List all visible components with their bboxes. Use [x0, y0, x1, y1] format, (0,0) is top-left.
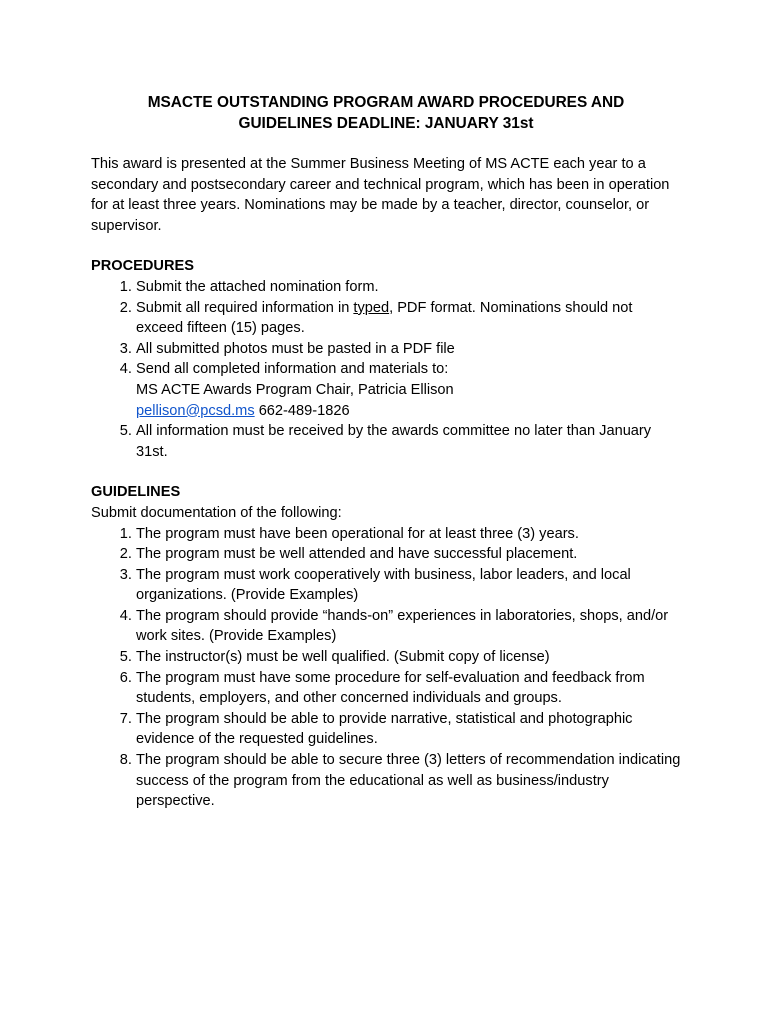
guideline-item-3: 3. The program must work cooperatively with business, labor leaders, and local organizations. (Provide Examples)	[136, 565, 681, 606]
document-title	[91, 92, 681, 134]
guideline-item-6: 6. The program must have some procedure for self-evaluation and feedback from students, employers, and other concerned individuals and groups.	[136, 668, 681, 709]
guideline-item-5: 5. The instructor(s) must be well qualified. (Submit copy of license)	[136, 647, 681, 668]
guidelines-subheading: Submit documentation of the following:	[91, 504, 342, 521]
guideline-item-4: 4. The program should provide “hands-on” experiences in laboratories, shops, and/or work sites. (Provide Examples)	[136, 606, 681, 647]
title-line-2: GUIDELINES DEADLINE: JANUARY 31st	[238, 115, 534, 132]
procedure-item-4-line-1: Send all completed information and materials to:	[136, 361, 449, 378]
chair-phone: 662-489-1826	[254, 402, 350, 419]
procedures-heading: PROCEDURES	[91, 258, 194, 275]
document-page	[91, 92, 681, 832]
guidelines-list	[91, 524, 681, 812]
guideline-item-8: 8. The program should be able to secure three (3) letters of recommendation indicating success of the program from the educational as well as business/industry perspective.	[136, 750, 681, 812]
chair-email-link[interactable]: pellison@pcsd.ms	[136, 402, 255, 419]
procedure-item-3: 3. All submitted photos must be pasted in a PDF file	[136, 339, 681, 360]
awards-chair-contact: MS ACTE Awards Program Chair, Patricia Ellison	[136, 381, 454, 398]
intro-paragraph: This award is presented at the Summer Business Meeting of MS ACTE each year to a secondary and postsecondary career and technical program, which has been in operation for at least three years. Nominations may be made by a teacher, director, counselor, or supervisor.	[91, 156, 670, 234]
procedure-item-2-text-after: , PDF format. Nominations should not exceed fifteen (15) pages.	[136, 299, 633, 337]
guideline-item-2: 2. The program must be well attended and have successful placement.	[136, 544, 681, 565]
typed-emphasis: typed	[353, 299, 390, 316]
procedures-list	[91, 277, 681, 462]
guidelines-heading: GUIDELINES	[91, 484, 181, 501]
procedure-item-2-text-before: Submit all required information in	[136, 299, 354, 316]
title-line-1: MSACTE OUTSTANDING PROGRAM AWARD PROCEDURES AND	[147, 94, 625, 111]
procedure-item-2	[136, 298, 681, 339]
procedure-item-1: 1. Submit the attached nomination form.	[136, 277, 681, 298]
guideline-item-7: 7. The program should be able to provide narrative, statistical and photographic evidence of the requested guidelines.	[136, 709, 681, 750]
procedure-item-4	[136, 359, 681, 421]
guideline-item-1: 1. The program must have been operational for at least three (3) years.	[136, 524, 681, 545]
procedure-item-5: 5. All information must be received by the awards committee no later than January 31st.	[136, 421, 681, 462]
